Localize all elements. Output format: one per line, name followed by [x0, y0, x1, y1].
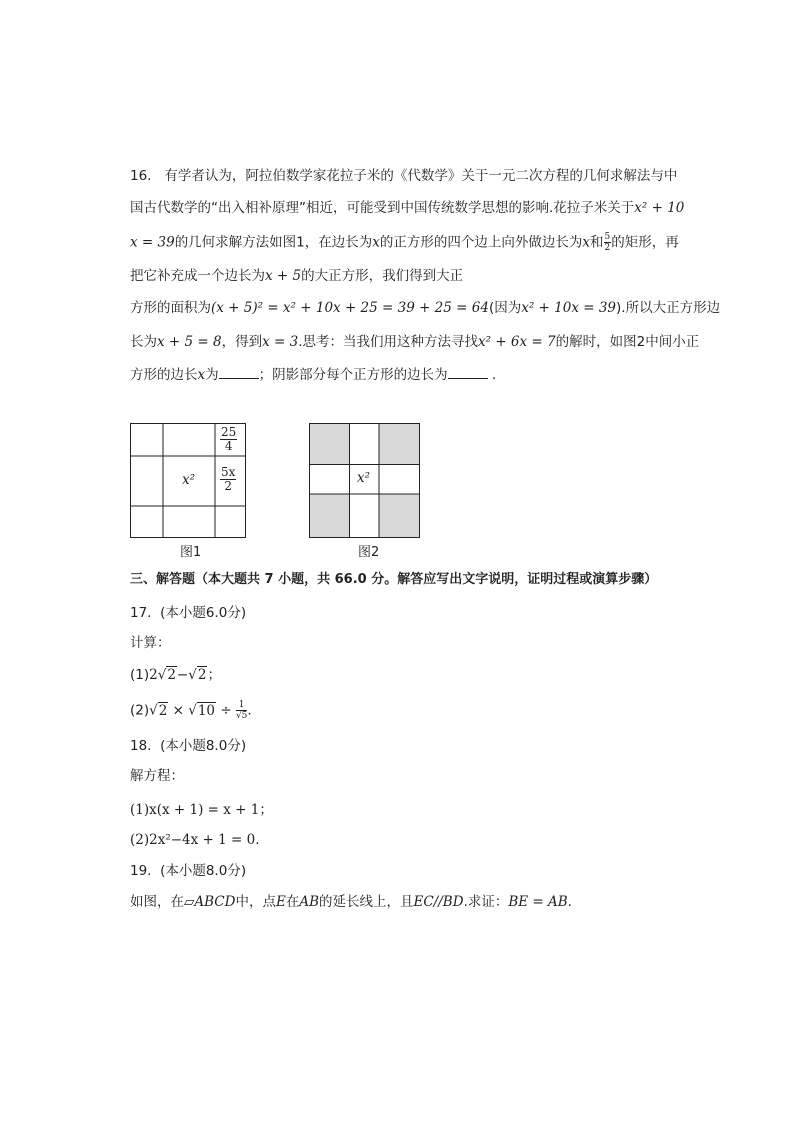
- frac-den: 4: [224, 439, 233, 453]
- q16-line-1: [130, 166, 677, 186]
- q19-math-j: BE = AB: [508, 894, 568, 910]
- frac-den: √5: [235, 711, 248, 721]
- radicand: 10: [197, 702, 216, 719]
- radicand: 2: [197, 667, 207, 683]
- q16-math-6b: x + 5 = 8: [157, 334, 222, 350]
- q16-line-6: [130, 332, 699, 352]
- q16-text-3d: 的正方形的四个边上向外做边长为: [379, 234, 583, 251]
- q16-text-5c: (因为: [488, 300, 522, 316]
- radicand: 2: [158, 702, 168, 719]
- q16-math-2b: x² + 10: [634, 200, 685, 216]
- q16-math-5d: x² + 10x = 39: [521, 300, 617, 316]
- q18-header: [130, 736, 246, 756]
- q16-line-2: [130, 198, 684, 218]
- times-sign: ×: [172, 702, 184, 719]
- sqrt-expr: √2: [157, 667, 176, 683]
- q19-math-b: ▱ABCD: [184, 894, 236, 910]
- shaded-square-bl: [310, 494, 350, 537]
- q16-text-5e: ).所以大正方形边: [616, 300, 721, 316]
- q16-text-3f: 和: [590, 234, 604, 251]
- q16-text-3b: 的几何求解方法如图1，在边长为: [174, 234, 373, 251]
- q16-math-7b: x: [197, 367, 206, 383]
- coef: 2: [149, 667, 158, 683]
- q17-frac: [236, 700, 247, 721]
- q16-math-4b: x + 5: [265, 268, 302, 284]
- q19-number: 19.: [130, 863, 152, 879]
- section-3-heading: 三、解答题（本大题共 7 小题，共 66.0 分。解答应写出文字说明，证明过程或演算步骤）: [130, 572, 658, 587]
- q19-header: [130, 861, 246, 881]
- figure-1: [130, 423, 248, 539]
- q19-score: (本小题8.0分): [160, 863, 247, 879]
- sqrt-expr: √10: [188, 702, 216, 719]
- q17-header: [130, 603, 246, 623]
- q16-line-4: [130, 266, 463, 286]
- figure-1-top-frac: [220, 426, 237, 453]
- q16-text-2a: 国古代数学的“出入相补原理”相近，可能受到中国传统数学思想的影响.花拉子米关于: [130, 200, 635, 216]
- sqrt-expr: √2: [188, 667, 207, 683]
- frac-num: 5x: [221, 465, 236, 479]
- q19-math-f: AB: [299, 894, 319, 910]
- figure-2: [309, 423, 422, 539]
- q19-math-d: E: [275, 894, 286, 910]
- figure-1-right-frac: [220, 466, 236, 493]
- shaded-square-br: [379, 494, 420, 537]
- q16-text-6a: 长为: [130, 334, 157, 350]
- radicand: 2: [167, 667, 176, 683]
- sqrt-expr: √2: [149, 702, 168, 719]
- figure-2-center-label: x²: [357, 470, 371, 486]
- q18-number: 18.: [130, 738, 152, 754]
- q16-text-7a: 方形的边长: [130, 367, 198, 383]
- q17-task: 计算：: [130, 635, 171, 651]
- frac-den: 2: [224, 479, 233, 493]
- q19-text-a: 如图，在: [130, 894, 184, 910]
- frac-num: 1: [236, 700, 247, 711]
- answer-blank-1[interactable]: [219, 364, 259, 379]
- q16-math-3c: x: [372, 234, 380, 251]
- q16-text-5a: 方形的面积为: [130, 300, 211, 316]
- q19-text-c: 中，点: [235, 894, 276, 910]
- q16-line-5: [130, 298, 720, 318]
- q17-part-1: [130, 665, 221, 685]
- q16-text-6e: .思考：当我们用这种方法寻找: [298, 334, 478, 350]
- q16-number: 16.: [130, 168, 152, 184]
- frac-num: 25: [221, 425, 237, 439]
- frac-num: 5: [604, 232, 611, 242]
- frac-den: 2: [604, 243, 611, 253]
- q19-text: [130, 892, 572, 912]
- q16-math-5b: (x + 5)² = x² + 10x + 25 = 39 + 25 = 64: [211, 300, 489, 316]
- divide-sign: ÷: [220, 702, 232, 719]
- q16-text-4a: 把它补充成一个边长为: [130, 268, 265, 284]
- q19-text-e: 在: [285, 894, 300, 910]
- q16-math-6f: x² + 6x = 7: [478, 334, 556, 350]
- q16-text-3h: 的矩形，再: [611, 234, 679, 251]
- q19-text-i: .求证：: [463, 894, 509, 910]
- q16-math-3e: x: [582, 234, 591, 251]
- q19-text-g: 的延长线上，且: [319, 894, 414, 910]
- end-punct: .: [247, 702, 252, 719]
- q16-text-1: 有学者认为，阿拉伯数学家花拉子米的《代数学》关于一元二次方程的几何求解法与中: [164, 168, 678, 184]
- q18-score: (本小题8.0分): [160, 738, 247, 754]
- minus-sign: −: [176, 667, 189, 683]
- q16-text-7c: 为: [205, 367, 219, 383]
- q19-math-h: EC//BD: [413, 894, 464, 910]
- q17-part-2: [130, 700, 252, 721]
- q18-part-2: (2)2x²−4x + 1 = 0.: [130, 832, 260, 848]
- shaded-square-tl: [310, 424, 350, 465]
- part-label: (1): [130, 667, 150, 683]
- figure-1-caption: 图1: [180, 545, 202, 560]
- q16-line-3: [130, 232, 679, 253]
- q16-text-7d: ；阴影部分每个正方形的边长为: [258, 367, 448, 383]
- end-punct: ；: [207, 667, 221, 683]
- part-label: (2): [130, 702, 150, 719]
- q19-text-k: .: [567, 894, 572, 910]
- q16-line-7: [130, 364, 496, 385]
- q17-number: 17.: [130, 605, 152, 621]
- answer-blank-2[interactable]: [448, 364, 488, 379]
- q18-task: 解方程：: [130, 768, 184, 784]
- q18-part-1: (1)x(x + 1) = x + 1；: [130, 802, 273, 818]
- q16-text-6g: 的解时，如图2中间小正: [555, 334, 700, 350]
- q16-text-4c: 的大正方形，我们得到大正: [301, 268, 464, 284]
- q16-text-7e: .: [491, 367, 497, 383]
- q16-text-6c: ，得到: [221, 334, 263, 350]
- figure-1-center-label: x²: [182, 472, 196, 488]
- shaded-square-tr: [379, 424, 420, 465]
- figure-2-caption: 图2: [358, 545, 380, 560]
- q17-score: (本小题6.0分): [160, 605, 247, 621]
- q16-math-6d: x = 3: [262, 334, 299, 350]
- q16-math-3a: x = 39: [130, 234, 175, 251]
